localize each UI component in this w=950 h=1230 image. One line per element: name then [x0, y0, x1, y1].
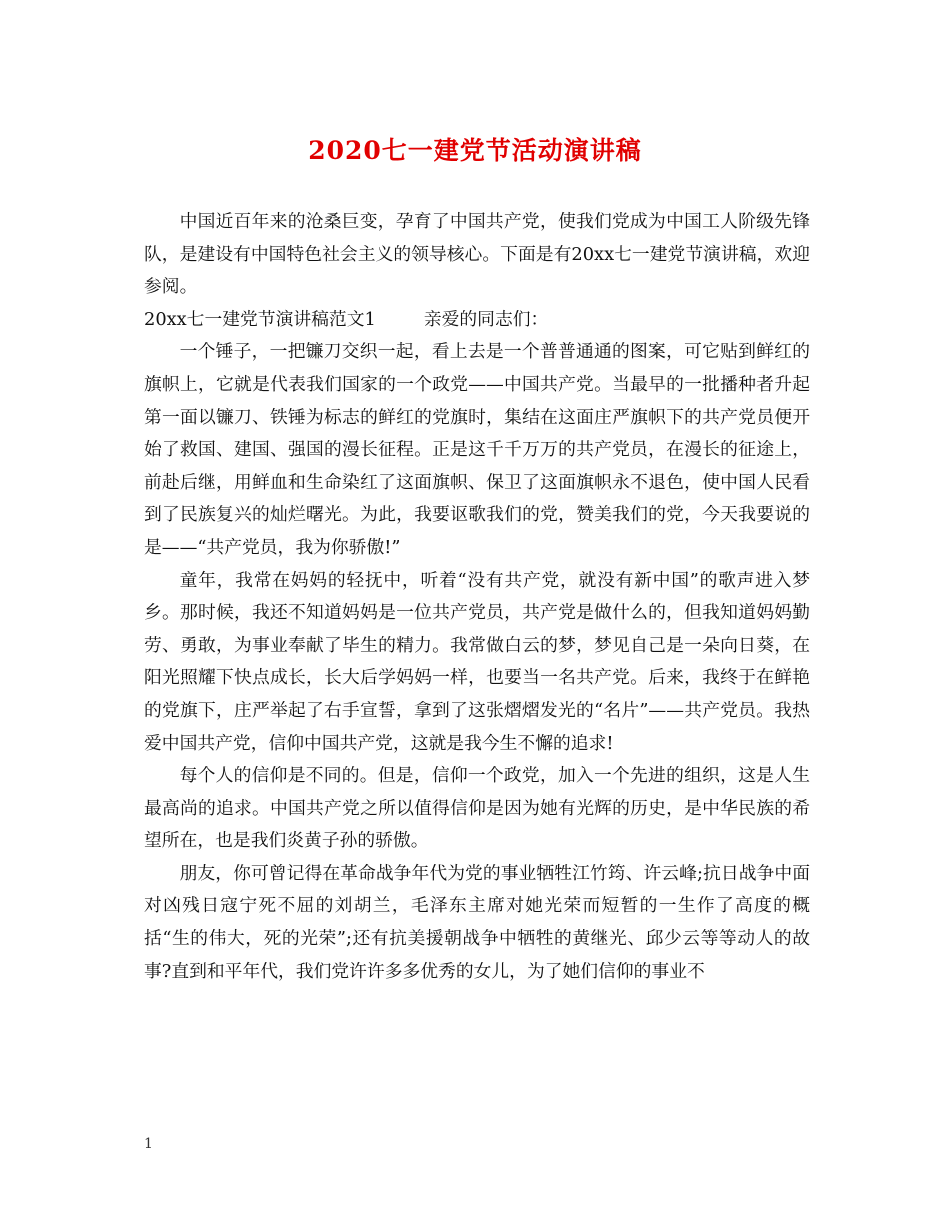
body-paragraph: 一个锤子，一把镰刀交织一起，看上去是一个普普通通的图案，可它贴到鲜红的旗帜上，它就是代表我们国家的一个政党——中国共产党。当最早的一批播种者升起第一面以镰刀、铁锤为标志的鲜红的党旗时，集结在这面庄严旗帜下的共产党员便开始了救国、建国、强国的漫长征程。正是这千千万万的共产党员，在漫长的征途上，前赴后继，用鲜血和生命染红了这面旗帜、保卫了这面旗帜永不退色，使中国人民看到了民族复兴的灿烂曙光。为此，我要讴歌我们的党，赞美我们的党，今天我要说的是——“共产党员，我为你骄傲!”: [144, 341, 810, 558]
intro-paragraph: 中国近百年来的沧桑巨变，孕育了中国共产党，使我们党成为中国工人阶级先锋队，是建设有中国特色社会主义的领导核心。下面是有20xx七一建党节演讲稿，欢迎参阅。: [144, 211, 810, 298]
body-paragraph: 童年，我常在妈妈的轻抚中，听着“没有共产党，就没有新中国”的歌声进入梦乡。那时候，我还不知道妈妈是一位共产党员，共产党是做什么的，但我知道妈妈勤劳、勇敢，为事业奉献了毕生的精力。我常做白云的梦，梦见自己是一朵向日葵，在阳光照耀下快点成长，长大后学妈妈一样，也要当一名共产党。后来，我终于在鲜艳的党旗下，庄严举起了右手宣誓，拿到了这张熠熠发光的“名片”——共产党员。我热爱中国共产党，信仰中国共产党，这就是我今生不懈的追求!: [144, 569, 810, 754]
body-paragraph: 朋友，你可曾记得在革命战争年代为党的事业牺牲江竹筠、许云峰;抗日战争中面对凶残日寇宁死不屈的刘胡兰，毛泽东主席对她光荣而短暂的一生作了高度的概括“生的伟大，死的光荣”;还有抗美援朝战争中牺牲的黄继光、邱少云等等动人的故事?直到和平年代，我们党许许多多优秀的女儿，为了她们信仰的事业不: [144, 862, 811, 982]
page-number: 1: [144, 1136, 153, 1152]
sample-heading: 20xx七一建党节演讲稿范文1: [144, 308, 376, 330]
salutation: 亲爱的同志们：: [423, 308, 549, 330]
document-title: 2020七一建党节活动演讲稿: [308, 136, 642, 165]
body-paragraph: 每个人的信仰是不同的。但是，信仰一个政党，加入一个先进的组织，这是人生最高尚的追求。中国共产党之所以值得信仰是因为她有光辉的历史，是中华民族的希望所在，也是我们炎黄子孙的骄傲。: [144, 765, 810, 852]
document-body: [144, 206, 810, 988]
sample-heading-line: [144, 304, 810, 337]
